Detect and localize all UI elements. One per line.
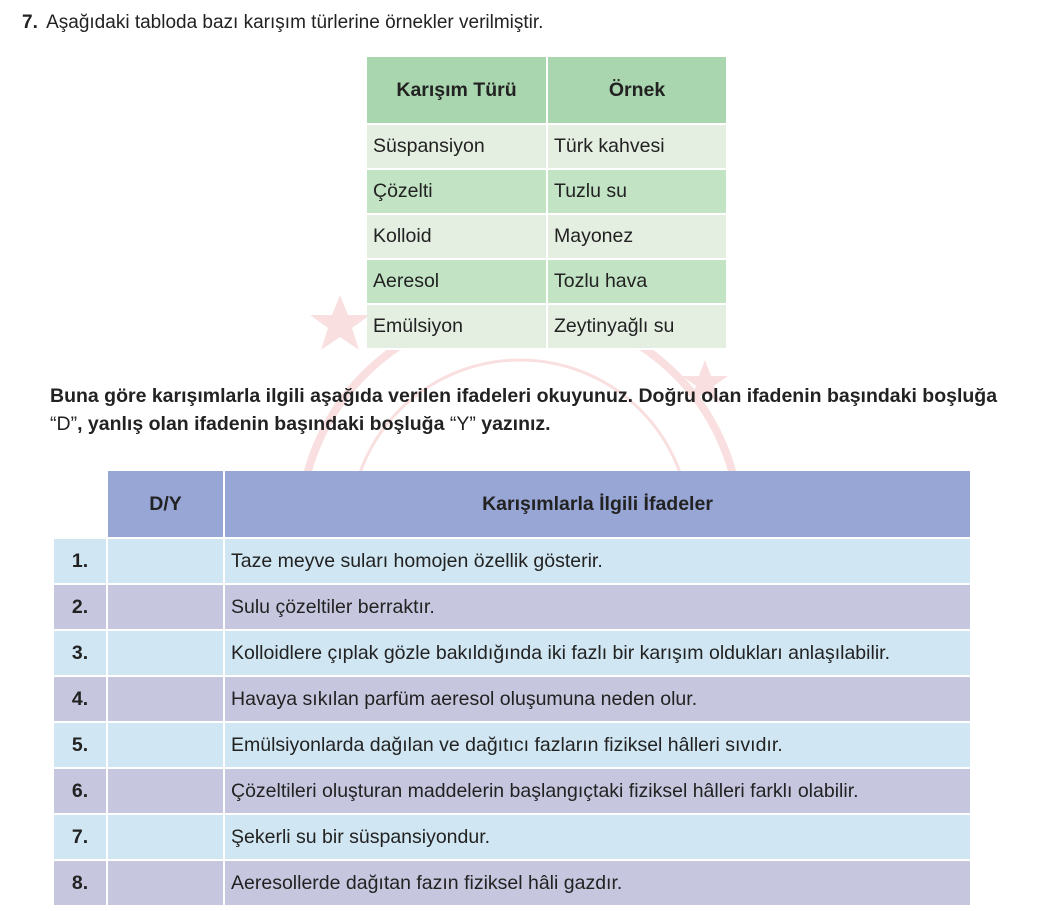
question-text: Aşağıdaki tabloda bazı karışım türlerine örnekler verilmiştir.: [46, 12, 544, 33]
statement-text: Havaya sıkılan parfüm aeresol oluşumuna neden olur.: [225, 677, 972, 723]
mixture-type-cell: Emülsiyon: [367, 305, 548, 350]
header-statements: Karışımlarla İlgili İfadeler: [225, 471, 972, 539]
answer-blank[interactable]: [108, 631, 225, 677]
example-cell: Tuzlu su: [548, 170, 728, 215]
row-number: 5.: [54, 723, 108, 769]
instruction-part-2: , yanlış olan ifadenin başındaki boşluğa: [77, 413, 450, 435]
table-row: [54, 539, 972, 585]
statement-text: Taze meyve suları homojen özellik gösterir.: [225, 539, 972, 585]
answer-blank[interactable]: [108, 723, 225, 769]
instruction-part-1: Buna göre karışımlarla ilgili aşağıda verilen ifadeleri okuyunuz. Doğru olan ifadenin başındaki boşluğa: [50, 385, 998, 407]
row-number: 7.: [54, 815, 108, 861]
header-example: Örnek: [548, 57, 728, 125]
table-row: [54, 815, 972, 861]
header-mixture-type: Karışım Türü: [367, 57, 548, 125]
header-dy: D/Y: [108, 471, 225, 539]
table-row: [54, 585, 972, 631]
table-row: [367, 125, 728, 170]
mixture-table: [367, 57, 728, 350]
row-number: 2.: [54, 585, 108, 631]
statement-text: Emülsiyonlarda dağılan ve dağıtıcı fazların fiziksel hâlleri sıvıdır.: [225, 723, 972, 769]
mixture-type-cell: Çözelti: [367, 170, 548, 215]
example-cell: Mayonez: [548, 215, 728, 260]
example-cell: Tozlu hava: [548, 260, 728, 305]
answer-blank[interactable]: [108, 585, 225, 631]
table-row: [54, 769, 972, 815]
statement-text: Aeresollerde dağıtan fazın fiziksel hâli gazdır.: [225, 861, 972, 907]
question-title: [22, 12, 543, 34]
table-row: [367, 215, 728, 260]
answer-blank[interactable]: [108, 539, 225, 585]
instruction-part-3: yazınız.: [475, 413, 551, 435]
table-row: [367, 260, 728, 305]
row-number: 6.: [54, 769, 108, 815]
row-number: 8.: [54, 861, 108, 907]
table-row: [54, 723, 972, 769]
table-row: [367, 305, 728, 350]
answer-blank[interactable]: [108, 769, 225, 815]
row-number: 3.: [54, 631, 108, 677]
header-number-blank: [54, 471, 108, 539]
statement-table-header: [54, 471, 972, 539]
instruction-quote-d: “D”: [50, 413, 78, 435]
table-row: [54, 631, 972, 677]
statement-table: [54, 471, 972, 907]
answer-blank[interactable]: [108, 861, 225, 907]
table-row: [367, 170, 728, 215]
statement-text: Çözeltileri oluşturan maddelerin başlangıçtaki fiziksel hâlleri farklı olabilir.: [225, 769, 972, 815]
mixture-type-cell: Kolloid: [367, 215, 548, 260]
table-row: [54, 677, 972, 723]
table-row: [54, 861, 972, 907]
mixture-type-cell: Aeresol: [367, 260, 548, 305]
row-number: 1.: [54, 539, 108, 585]
answer-blank[interactable]: [108, 677, 225, 723]
instruction-text: [50, 382, 1010, 438]
mixture-type-cell: Süspansiyon: [367, 125, 548, 170]
instruction-quote-y: “Y”: [449, 413, 476, 435]
answer-blank[interactable]: [108, 815, 225, 861]
mixture-table-header: [367, 57, 728, 125]
statement-text: Sulu çözeltiler berraktır.: [225, 585, 972, 631]
example-cell: Zeytinyağlı su: [548, 305, 728, 350]
row-number: 4.: [54, 677, 108, 723]
question-number: 7.: [22, 12, 38, 33]
statement-text: Şekerli su bir süspansiyondur.: [225, 815, 972, 861]
statement-text: Kolloidlere çıplak gözle bakıldığında iki fazlı bir karışım oldukları anlaşılabilir.: [225, 631, 972, 677]
example-cell: Türk kahvesi: [548, 125, 728, 170]
